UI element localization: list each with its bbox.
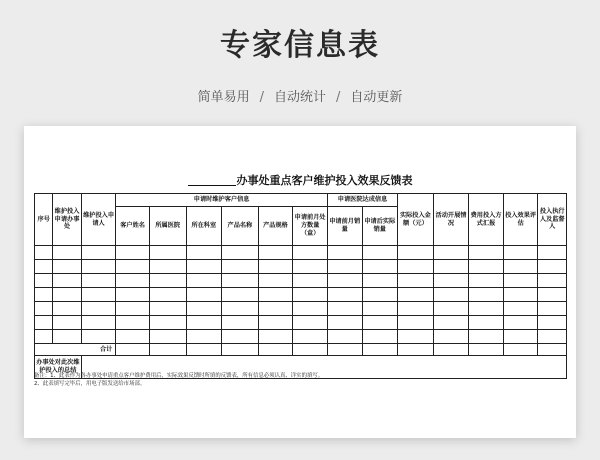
header-effect-eval: 投入效果评估 — [503, 194, 538, 246]
table-cell[interactable] — [538, 344, 567, 356]
feature-auto-stats: 自动统计 — [273, 90, 326, 105]
note-line: 2、此表填写完毕后，用电子版发送给市场部。 — [34, 380, 146, 387]
table-cell[interactable] — [503, 302, 538, 316]
header-group-hospital-result: 申请医院达成信息 — [327, 194, 397, 207]
header-executor: 投入执行人及监督人 — [538, 194, 567, 246]
table-cell[interactable] — [149, 316, 186, 330]
table-cell[interactable] — [186, 274, 222, 288]
table-cell[interactable] — [116, 274, 150, 288]
summary-label: 办事处对此次维护投入的总结 — [35, 356, 82, 379]
table-cell[interactable] — [327, 274, 362, 288]
table-cell[interactable] — [433, 344, 469, 356]
table-cell[interactable] — [186, 330, 222, 344]
table-cell[interactable] — [327, 330, 362, 344]
header-office: 维护投入申请办事处 — [53, 194, 81, 246]
table-cell[interactable] — [398, 288, 434, 302]
table-cell[interactable] — [116, 288, 150, 302]
table-cell[interactable] — [81, 274, 116, 288]
table-row — [35, 330, 567, 344]
table-cell[interactable] — [35, 302, 53, 316]
header-pre-rx-qty: 申请前月处方数量（盒） — [293, 207, 328, 246]
table-cell[interactable] — [81, 316, 116, 330]
table-cell[interactable] — [398, 330, 434, 344]
table-cell[interactable] — [327, 344, 362, 356]
table-cell[interactable] — [186, 260, 222, 274]
table-cell[interactable] — [186, 316, 222, 330]
table-cell[interactable] — [433, 260, 469, 274]
table-cell[interactable] — [362, 316, 398, 330]
table-cell[interactable] — [258, 246, 293, 260]
table-cell[interactable] — [81, 246, 116, 260]
table-cell[interactable] — [538, 260, 567, 274]
table-cell[interactable] — [538, 302, 567, 316]
table-cell[interactable] — [149, 344, 186, 356]
header-seq: 序号 — [35, 194, 53, 246]
separator: / — [259, 90, 264, 105]
table-cell[interactable] — [293, 260, 328, 274]
table-cell[interactable] — [503, 274, 538, 288]
table-cell[interactable] — [398, 260, 434, 274]
table-cell[interactable] — [35, 330, 53, 344]
table-cell[interactable] — [53, 288, 81, 302]
table-cell[interactable] — [503, 260, 538, 274]
table-cell[interactable] — [433, 302, 469, 316]
table-cell[interactable] — [293, 302, 328, 316]
table-cell[interactable] — [433, 274, 469, 288]
table-cell[interactable] — [258, 330, 293, 344]
table-cell[interactable] — [149, 260, 186, 274]
table-cell[interactable] — [469, 302, 504, 316]
table-cell[interactable] — [469, 316, 504, 330]
table-cell[interactable] — [116, 344, 150, 356]
table-cell[interactable] — [222, 302, 259, 316]
header-cost-report: 费用投入方式汇报 — [469, 194, 504, 246]
sheet-title — [24, 172, 576, 188]
table-cell[interactable] — [503, 344, 538, 356]
separator: / — [336, 90, 341, 105]
header-product-name: 产品名称 — [222, 207, 259, 246]
note-line: 备注：1、此表作为各办事处申请重点客户维护费用后，实际效果反馈时所填的反馈表，所有信息必须认真、详实的填写。 — [34, 373, 324, 379]
header-group-client-info: 申请时维护客户信息 — [116, 194, 328, 207]
table-cell[interactable] — [433, 288, 469, 302]
table-cell[interactable] — [293, 274, 328, 288]
header-activity: 活动开展情况 — [433, 194, 469, 246]
header-applicant: 维护投入申请人 — [81, 194, 116, 246]
header-post-sales: 申请后实际销量 — [362, 207, 398, 246]
table-cell[interactable] — [327, 260, 362, 274]
table-cell[interactable] — [35, 274, 53, 288]
table-cell[interactable] — [35, 288, 53, 302]
table-cell[interactable] — [362, 260, 398, 274]
table-cell[interactable] — [327, 302, 362, 316]
table-cell[interactable] — [327, 316, 362, 330]
table-cell[interactable] — [362, 330, 398, 344]
table-cell[interactable] — [293, 330, 328, 344]
table-cell[interactable] — [186, 246, 222, 260]
header-actual-amount: 实际投入金额（元） — [398, 194, 434, 246]
table-row — [35, 316, 567, 330]
table-cell[interactable] — [35, 316, 53, 330]
table-cell[interactable] — [222, 288, 259, 302]
table-cell[interactable] — [469, 344, 504, 356]
table-cell[interactable] — [149, 274, 186, 288]
spreadsheet-preview — [24, 126, 576, 438]
table-cell[interactable] — [433, 330, 469, 344]
table-cell[interactable] — [53, 302, 81, 316]
table-cell[interactable] — [258, 274, 293, 288]
table-cell[interactable] — [258, 316, 293, 330]
table-cell[interactable] — [258, 302, 293, 316]
header-hospital: 所属医院 — [149, 207, 186, 246]
table-cell[interactable] — [116, 302, 150, 316]
table-cell[interactable] — [398, 274, 434, 288]
feature-easy: 简单易用 — [197, 90, 250, 105]
table-cell[interactable] — [258, 260, 293, 274]
table-cell[interactable] — [398, 344, 434, 356]
table-body — [35, 246, 567, 344]
table-row — [35, 246, 567, 260]
table-cell[interactable] — [258, 344, 293, 356]
table-cell[interactable] — [362, 302, 398, 316]
total-row — [35, 344, 567, 356]
table-row — [35, 260, 567, 274]
table-cell[interactable] — [222, 260, 259, 274]
table-cell[interactable] — [503, 246, 538, 260]
page-title: 专家信息表 — [220, 28, 380, 63]
table-cell[interactable] — [469, 274, 504, 288]
table-cell[interactable] — [53, 274, 81, 288]
table-row — [35, 274, 567, 288]
table-cell[interactable] — [186, 302, 222, 316]
table-cell[interactable] — [81, 288, 116, 302]
feedback-table — [34, 193, 567, 379]
table-cell[interactable] — [53, 260, 81, 274]
table-cell[interactable] — [293, 316, 328, 330]
table-cell[interactable] — [81, 302, 116, 316]
table-cell[interactable] — [35, 246, 53, 260]
table-cell[interactable] — [469, 260, 504, 274]
table-cell[interactable] — [293, 246, 328, 260]
table-cell[interactable] — [503, 316, 538, 330]
table-cell[interactable] — [222, 316, 259, 330]
table-cell[interactable] — [53, 330, 81, 344]
table-cell[interactable] — [149, 302, 186, 316]
header-client-name: 客户姓名 — [116, 207, 150, 246]
table-cell[interactable] — [149, 288, 186, 302]
table-cell[interactable] — [469, 330, 504, 344]
table-cell[interactable] — [116, 316, 150, 330]
table-cell[interactable] — [362, 274, 398, 288]
office-name-blank — [188, 185, 236, 186]
table-cell[interactable] — [53, 246, 81, 260]
table-cell[interactable] — [538, 330, 567, 344]
table-row — [35, 302, 567, 316]
table-cell[interactable] — [469, 288, 504, 302]
table-cell[interactable] — [362, 246, 398, 260]
table-cell[interactable] — [116, 260, 150, 274]
table-cell[interactable] — [81, 330, 116, 344]
table-cell[interactable] — [186, 344, 222, 356]
table-cell[interactable] — [116, 330, 150, 344]
header-pre-sales: 申请前月销量 — [327, 207, 362, 246]
table-cell[interactable] — [258, 288, 293, 302]
table-cell[interactable] — [503, 288, 538, 302]
total-label: 合计 — [35, 344, 116, 356]
table-cell[interactable] — [35, 260, 53, 274]
table-cell[interactable] — [538, 274, 567, 288]
table-cell[interactable] — [433, 246, 469, 260]
feature-auto-update: 自动更新 — [350, 90, 403, 105]
table-cell[interactable] — [538, 246, 567, 260]
table-cell[interactable] — [53, 316, 81, 330]
table-cell[interactable] — [81, 260, 116, 274]
table-cell[interactable] — [538, 288, 567, 302]
table-cell[interactable] — [433, 316, 469, 330]
table-cell[interactable] — [222, 246, 259, 260]
table-cell[interactable] — [362, 288, 398, 302]
table-cell[interactable] — [327, 288, 362, 302]
table-cell[interactable] — [293, 288, 328, 302]
table-cell[interactable] — [293, 344, 328, 356]
table-cell[interactable] — [116, 246, 150, 260]
header-department: 所在科室 — [186, 207, 222, 246]
table-cell[interactable] — [149, 330, 186, 344]
sheet-title-text: 办事处重点客户维护投入效果反馈表 — [236, 174, 413, 187]
table-cell[interactable] — [362, 344, 398, 356]
table-cell[interactable] — [222, 274, 259, 288]
table-cell[interactable] — [398, 302, 434, 316]
table-cell[interactable] — [222, 344, 259, 356]
feature-tagline — [0, 86, 600, 105]
table-cell[interactable] — [149, 246, 186, 260]
table-cell[interactable] — [398, 316, 434, 330]
table-cell[interactable] — [327, 246, 362, 260]
table-cell[interactable] — [503, 330, 538, 344]
table-cell[interactable] — [398, 246, 434, 260]
table-row — [35, 288, 567, 302]
table-cell[interactable] — [469, 246, 504, 260]
table-cell[interactable] — [538, 316, 567, 330]
header-product-spec: 产品规格 — [258, 207, 293, 246]
table-cell[interactable] — [222, 330, 259, 344]
table-cell[interactable] — [186, 288, 222, 302]
notes — [34, 373, 567, 389]
